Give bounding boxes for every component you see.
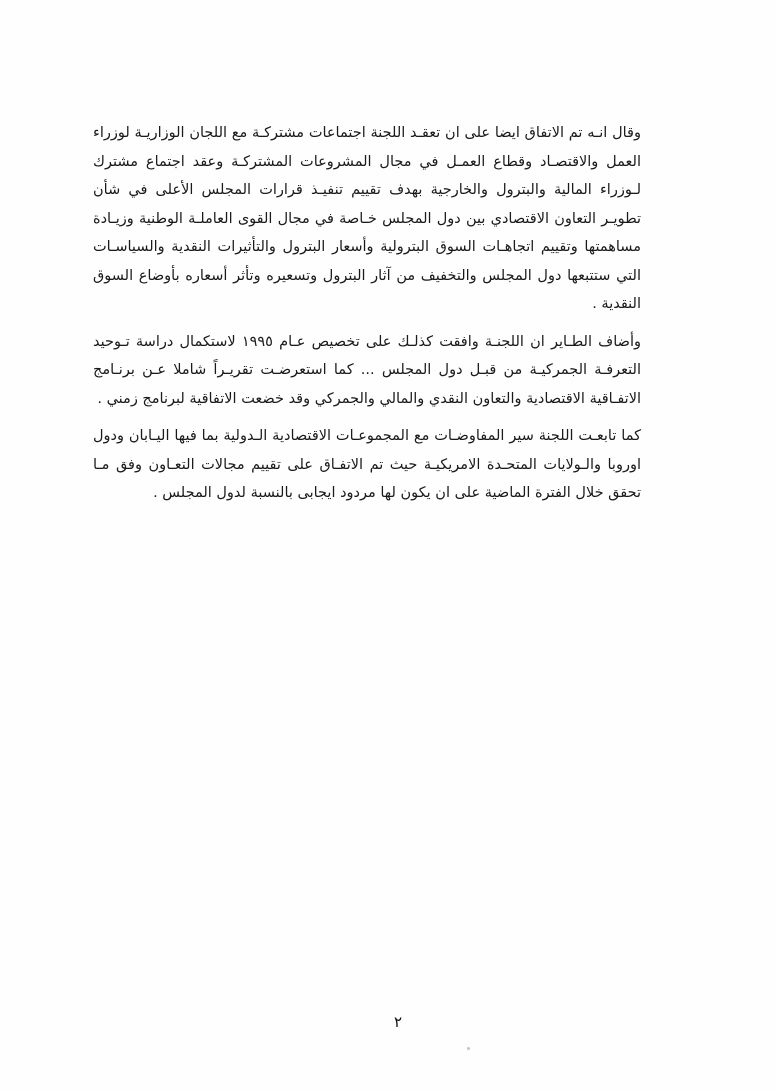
paragraph-2: وأضاف الطـاير ان اللجنـة وافقت كذلـك على تخصيص عـام ١٩٩٥ لاستكمال دراسة تـوحيد التعرفـة الجمركيـة من قبـل دول المجلس ... كما استعرضـت تقريـراً شاملا عـن برنـامج الاتفـاقية الاقتصادية والتعاون النقدي والمالي والجمركي وقد خضعت الاتفاقية لبرنامج زمني . bbox=[93, 333, 641, 407]
paragraph-1: وقال انـه تم الاتفاق ايضا على ان تعقـد اللجنة اجتماعات مشتركـة مع اللجان الوزاريـة لوزراء العمل والاقتصـاد وقطاع العمـل في مجال المشروعات المشتركـة وعقد اجتماع مشترك لـوزراء المالية والبترول والخارجية بهدف تقييم تنفيـذ قرارات المجلس الأعلى في شأن تطويـر التعاون الاقتصادي بين دول المجلس خـاصة في مجال القوى العاملـة الوطنية وزيـادة مساهمتها وتقييم اتجاهـات السوق البترولية وأسعار البترول والتأثيرات النقدية والسياسـات التي ستتبعها دول المجلس والتخفيف من آثار البترول وتسعيره وتأثر أسعاره بأوضاع السوق النقدية . bbox=[93, 125, 641, 312]
paragraph-3: كما تابعـت اللجنة سير المفاوضـات مع المجموعـات الاقتصادية الـدولية بما فيها اليـابان ودول اوروبا والـولايات المتحـدة الامريكيـة حيث تم الاتفـاق على تقييم مجالات التعـاون وفق مـا تحقق خلال الفترة الماضية على ان يكون لها مردود ايجابى بالنسبة لدول المجلس . bbox=[93, 428, 641, 501]
scan-speck-artifact bbox=[467, 1047, 470, 1050]
body-text bbox=[93, 119, 641, 508]
page-number: ٢ bbox=[393, 1013, 403, 1031]
